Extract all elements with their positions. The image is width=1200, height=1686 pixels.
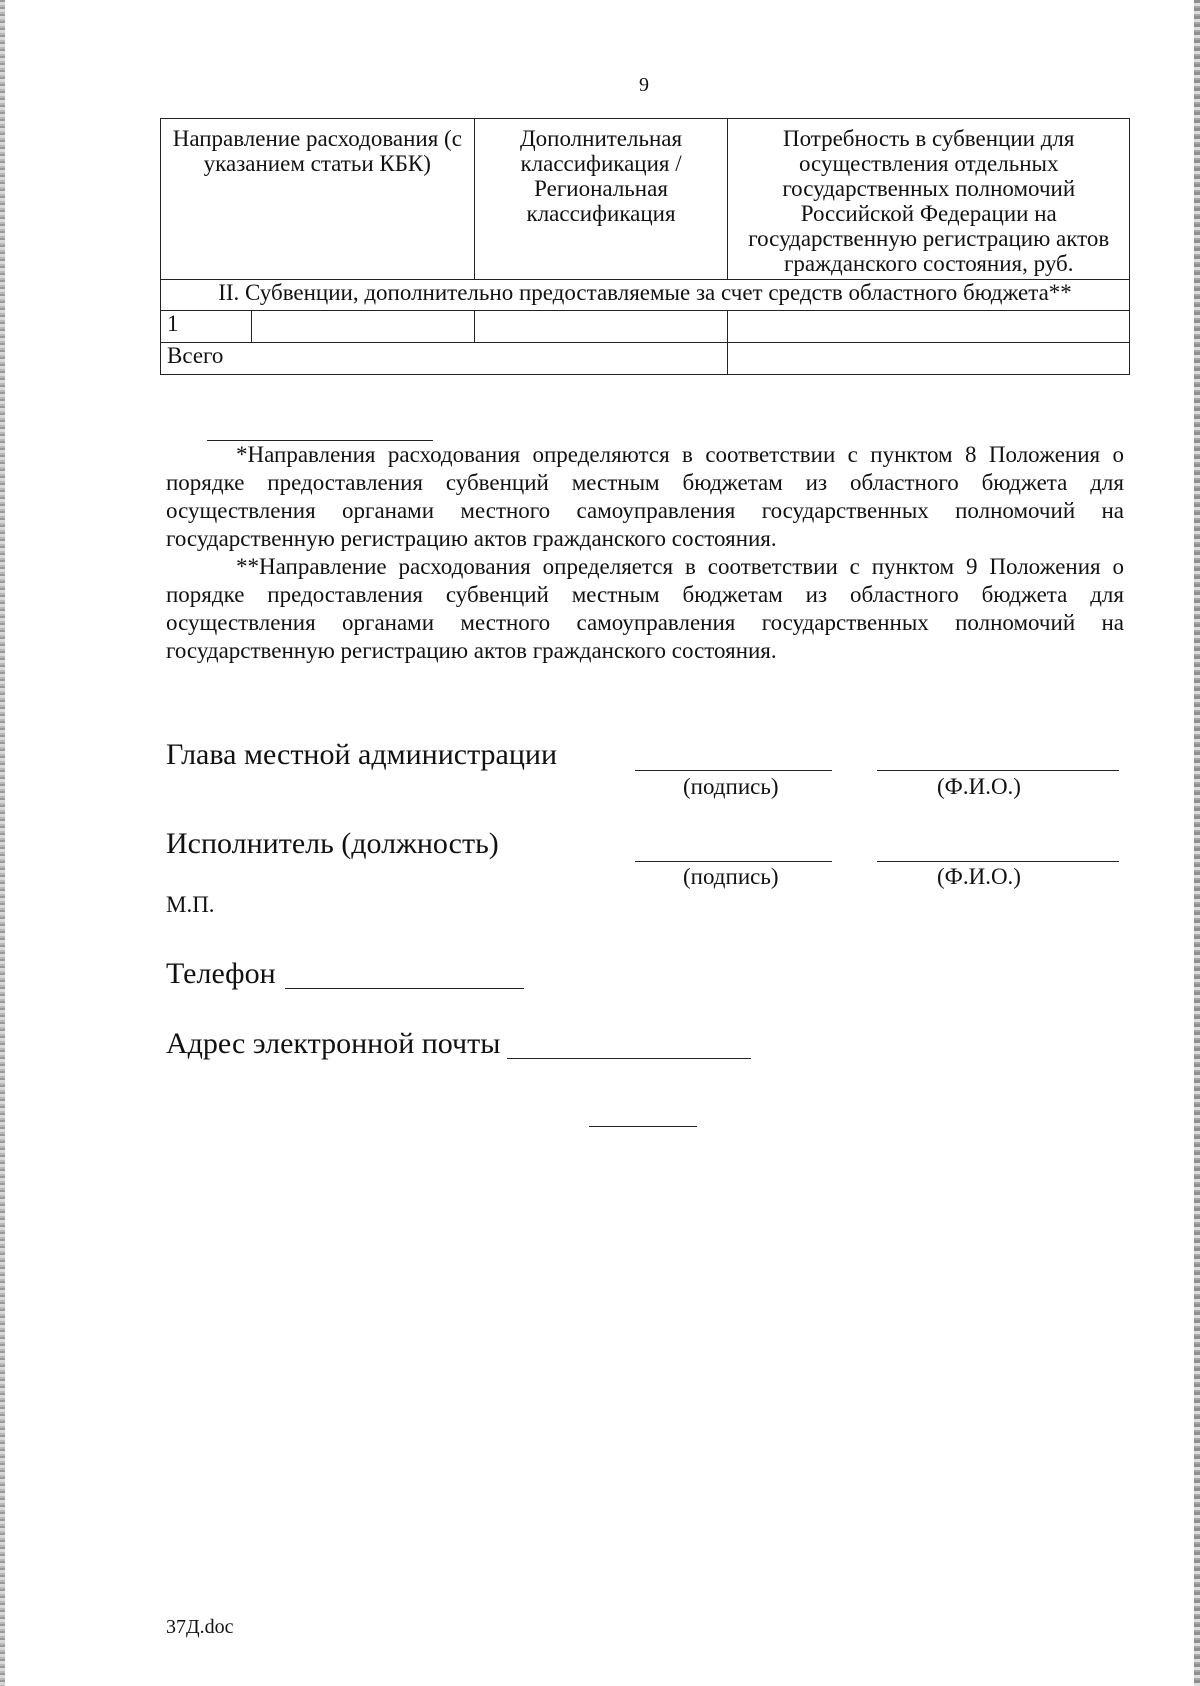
email-blank-line	[507, 1058, 751, 1059]
row-number: 1	[161, 311, 252, 343]
subvention-table	[160, 118, 1130, 375]
phone-label: Телефон	[166, 957, 276, 990]
executor-signature-caption: (подпись)	[683, 864, 779, 889]
head-signature-line	[635, 770, 832, 771]
stamp-place-label: М.П.	[166, 892, 215, 917]
row-amount-cell	[728, 311, 1130, 343]
row-kbk-cell	[251, 311, 474, 343]
scan-edge-left	[0, 0, 5, 1686]
total-amount-cell	[728, 343, 1130, 375]
executor-name-caption: (Ф.И.О.)	[937, 864, 1021, 889]
footnote-2: **Направление расходования определяется в соответствии с пунктом 9 Положения о порядке предоставления субвенций местным бюджетам из областного бюджета для осуществления органами местного самоуправления государственных полномочий на государственную регистрацию актов гражданского состояния.	[166, 554, 1124, 663]
section-title: II. Субвенции, дополнительно предоставляемые за счет средств областного бюджета**	[161, 280, 1130, 311]
header-additional-classification: Дополнительная классификация / Региональная классификация	[474, 119, 728, 280]
page-number: 9	[639, 74, 649, 96]
head-name-line	[877, 770, 1119, 771]
table-row	[161, 311, 1130, 343]
section-row	[161, 280, 1130, 311]
footnote-1: *Направления расходования определяются в соответствии с пунктом 8 Положения о порядке предоставления субвенций местным бюджетам из областного бюджета для осуществления органами местного самоуправления государственных полномочий на государственную регистрацию актов гражданского состояния.	[166, 442, 1124, 551]
end-separator	[589, 1126, 697, 1127]
email-label: Адрес электронной почты	[166, 1027, 501, 1060]
head-name-caption: (Ф.И.О.)	[937, 774, 1021, 799]
total-row	[161, 343, 1130, 375]
scan-edge-right	[1194, 0, 1200, 1686]
header-expense-direction: Направление расходования (с указанием статьи КБК)	[161, 119, 475, 280]
row-classification-cell	[474, 311, 728, 343]
file-name: 37Д.doc	[166, 1616, 234, 1638]
executor-name-line	[877, 861, 1119, 862]
head-signature-caption: (подпись)	[683, 774, 779, 799]
executor-signature-line	[635, 861, 832, 862]
head-of-administration-label: Глава местной администрации	[166, 738, 558, 771]
phone-blank-line	[285, 988, 524, 989]
table-header-row	[161, 119, 1130, 280]
header-subvention-need: Потребность в субвенции для осуществления отдельных государственных полномочий Российской Федерации на государственную регистрацию актов гражданского состояния, руб.	[728, 119, 1130, 280]
executor-label: Исполнитель (должность)	[166, 827, 499, 860]
total-label: Всего	[161, 343, 728, 375]
